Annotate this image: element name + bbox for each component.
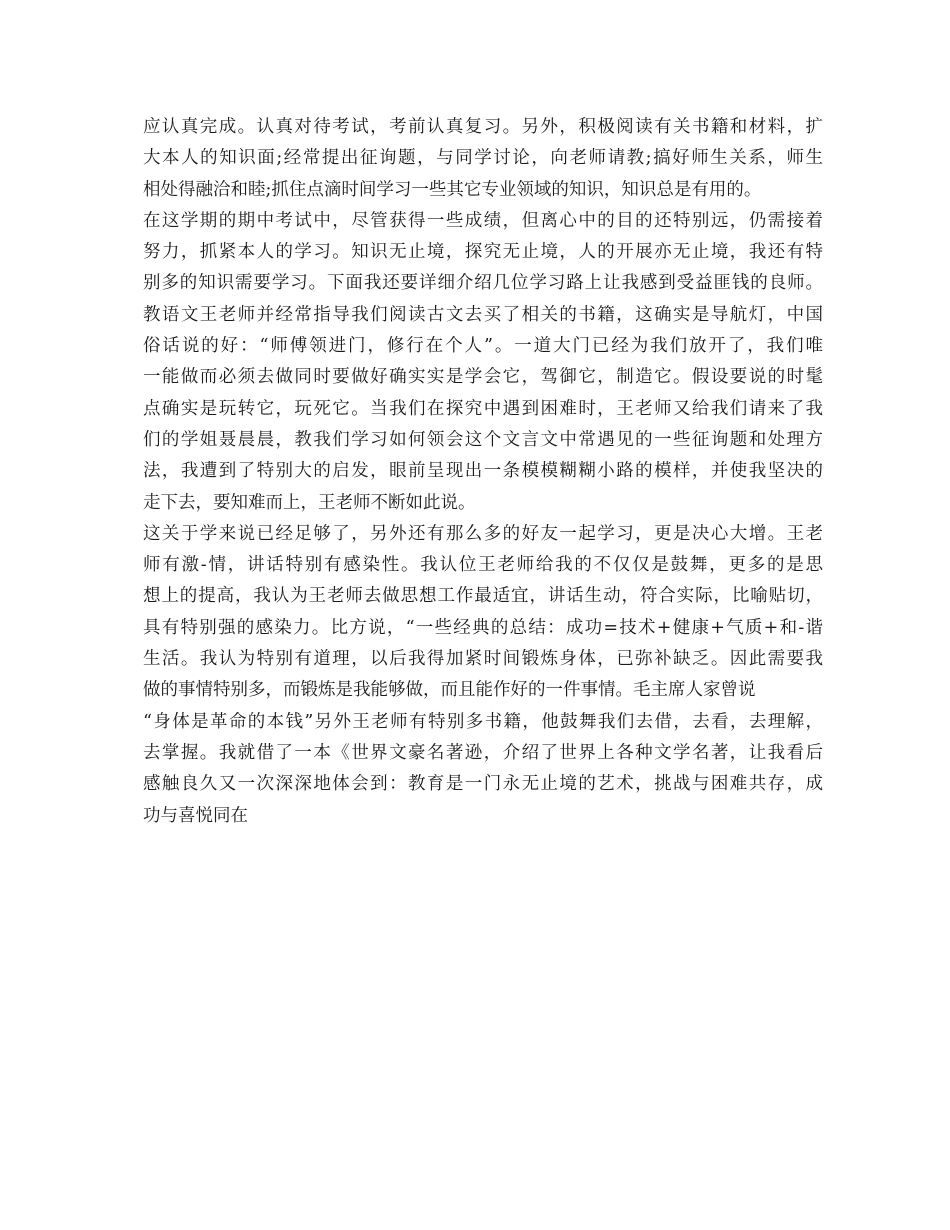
text-line: 具有特别强的感染力。比方说，“一些经典的总结：成功=技术+健康+气质+和-谐 xyxy=(143,617,823,638)
text-line: 功与喜悦同在 xyxy=(143,805,248,826)
paragraph-1 xyxy=(143,112,823,206)
text-line: 想上的提高，我认为王老师去做思想工作最适宜，讲话生动，符合实际，比喻贴切， xyxy=(143,586,823,607)
paragraph-3 xyxy=(143,519,823,832)
text-line: 法，我遭到了特别大的启发，眼前呈现出一条模模糊糊小路的模样，并使我坚决的 xyxy=(143,461,823,482)
text-line: 这关于学来说已经足够了，另外还有那么多的好友一起学习，更是决心大增。王老 xyxy=(143,523,823,544)
text-line: 感触良久又一次深深地体会到：教育是一门永无止境的艺术，挑战与困难共存，成 xyxy=(143,774,823,795)
text-line: 大本人的知识面;经常提出征询题，与同学讨论，向老师请教;搞好师生关系，师生 xyxy=(143,148,823,169)
text-line: 俗话说的好：“师傅领进门，修行在个人”。一道大门已经为我们放开了，我们唯 xyxy=(143,336,823,357)
text-line: 点确实是玩转它，玩死它。当我们在探究中遇到困难时，王老师又给我们请来了我 xyxy=(143,398,823,419)
text-line: 走下去，要知难而上，王老师不断如此说。 xyxy=(143,492,476,513)
text-line: 努力，抓紧本人的学习。知识无止境，探究无止境，人的开展亦无止境，我还有特 xyxy=(143,242,823,263)
text-line: 别多的知识需要学习。下面我还要详细介绍几位学习路上让我感到受益匪钱的良师。 xyxy=(143,273,823,294)
text-line: “身体是革命的本钱”另外王老师有特别多书籍，他鼓舞我们去借，去看，去理解， xyxy=(143,711,823,732)
document-page xyxy=(143,112,823,832)
text-line: 生活。我认为特别有道理，以后我得加紧时间锻炼身体，已弥补缺乏。因此需要我 xyxy=(143,649,823,670)
text-line: 教语文王老师并经常指导我们阅读古文去买了相关的书籍，这确实是导航灯，中国 xyxy=(143,304,823,325)
text-line: 去掌握。我就借了一本《世界文豪名著逊，介绍了世界上各种文学名著，让我看后 xyxy=(143,742,823,763)
text-line: 应认真完成。认真对待考试，考前认真复习。另外，积极阅读有关书籍和材料，扩 xyxy=(143,117,823,137)
text-line: 在这学期的期中考试中，尽管获得一些成绩，但离心中的目的还特别远，仍需接着 xyxy=(143,210,823,231)
text-line: 相处得融洽和睦;抓住点滴时间学习一些其它专业领域的知识，知识总是有用的。 xyxy=(143,179,762,200)
text-line: 师有激-情，讲话特别有感染性。我认位王老师给我的不仅仅是鼓舞，更多的是思 xyxy=(143,555,823,576)
text-line: 一能做而必须去做同时要做好确实实是学会它，驾御它，制造它。假设要说的时髦 xyxy=(143,367,823,388)
paragraph-2 xyxy=(143,206,823,519)
text-line: 做的事情特别多，而锻炼是我能够做，而且能作好的一件事情。毛主席人家曾说 xyxy=(143,680,756,701)
text-line: 们的学姐聂晨晨，教我们学习如何领会这个文言文中常遇见的一些征询题和处理方 xyxy=(143,429,823,450)
